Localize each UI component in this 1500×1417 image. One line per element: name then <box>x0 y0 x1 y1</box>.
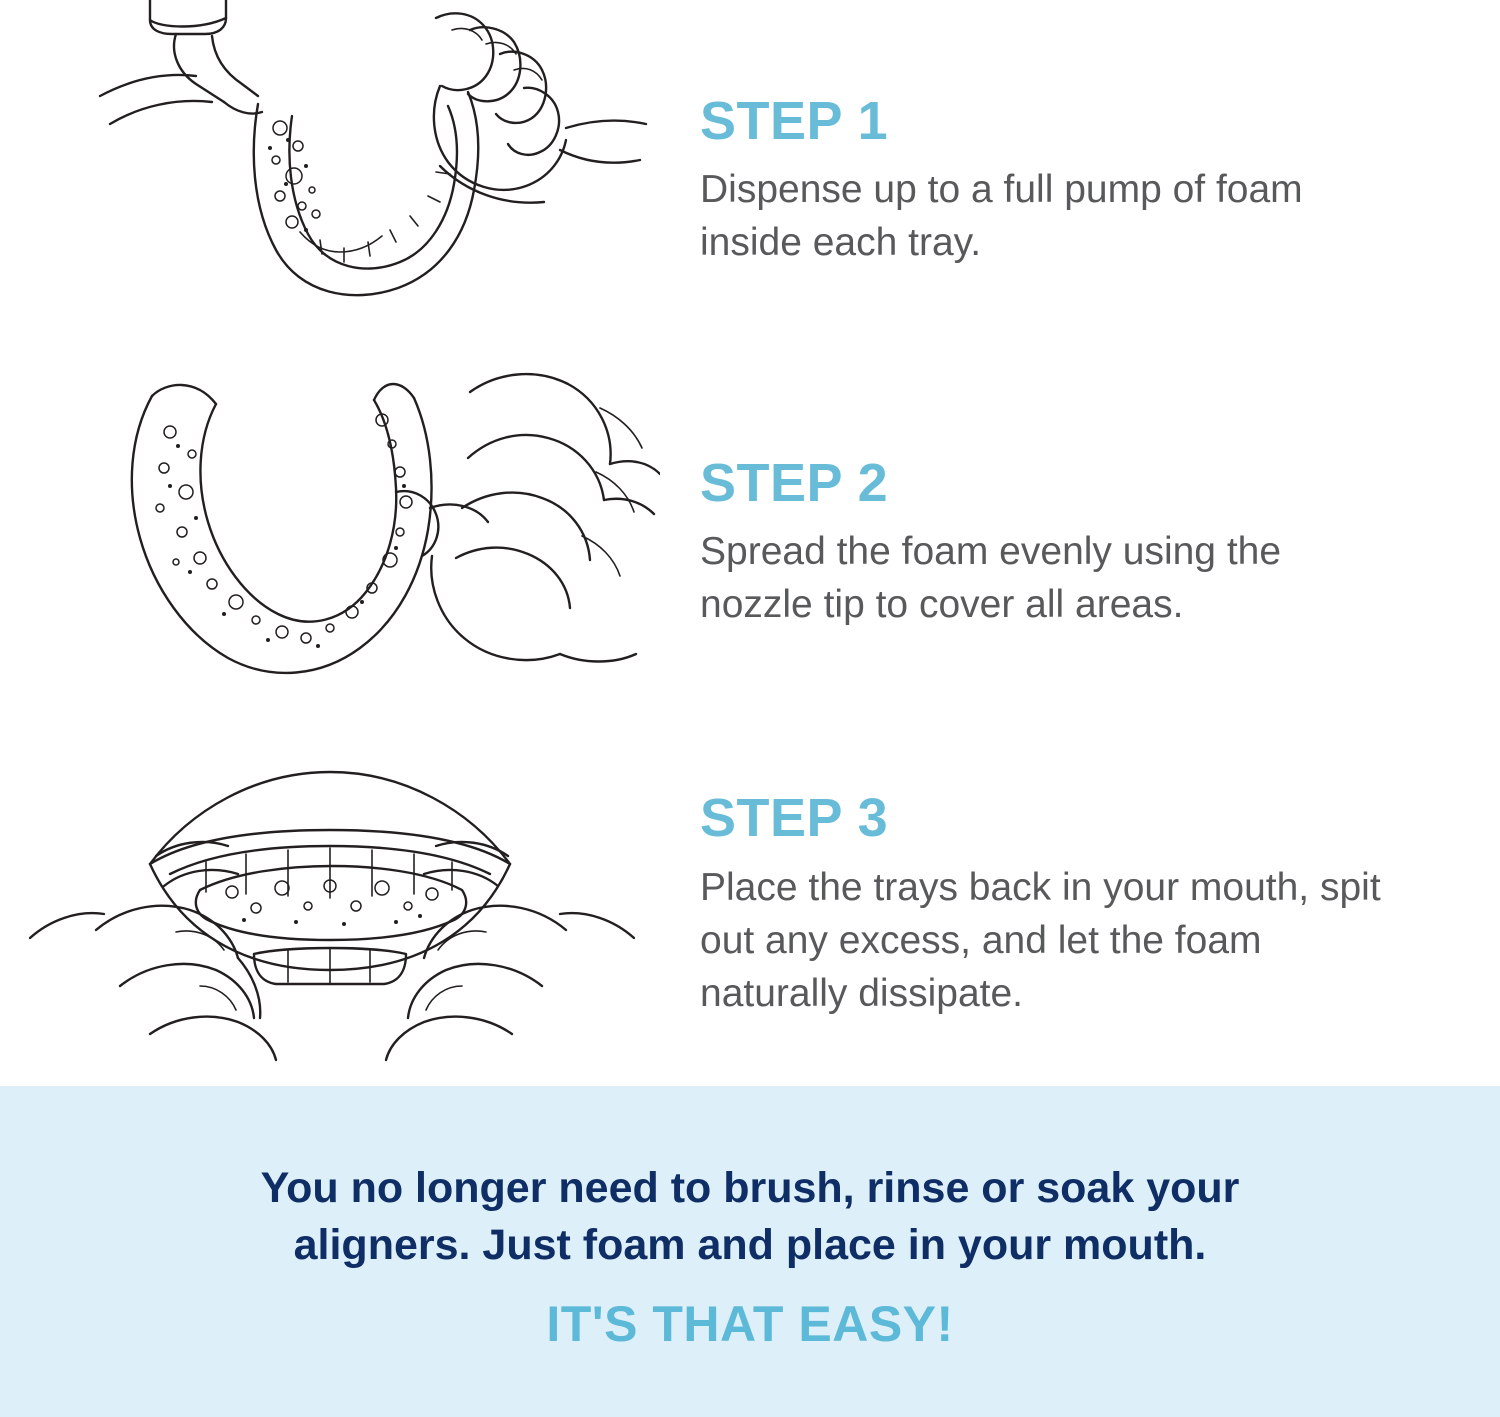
nozzle-spreading-foam-on-aligner-tray-illustration <box>0 362 660 724</box>
step-body-1: Dispense up to a full pump of foam inside each tray. <box>700 168 1303 265</box>
step-row-3 <box>0 724 1500 1086</box>
hand-dispensing-foam-into-aligner-tray-illustration <box>0 0 660 362</box>
banner-tagline: IT'S THAT EASY! <box>546 1296 954 1353</box>
step-row-1 <box>0 0 1500 362</box>
bottom-banner <box>0 1086 1500 1417</box>
banner-line-2: aligners. Just foam and place in your mouth. <box>293 1220 1207 1269</box>
step-text-3 <box>660 790 1500 1020</box>
step-text-2 <box>660 452 1500 632</box>
banner-line-1: You no longer need to brush, rinse or soak your <box>260 1163 1240 1212</box>
step-text-1 <box>660 90 1500 270</box>
step-body-2: Spread the foam evenly using the nozzle tip to cover all areas. <box>700 530 1282 627</box>
step-row-2 <box>0 362 1500 724</box>
step-title-1: STEP 1 <box>700 90 889 151</box>
step-title-3: STEP 3 <box>700 788 889 849</box>
step-title-2: STEP 2 <box>700 452 889 513</box>
step-body-3: Place the trays back in your mouth, spit out any excess, and let the foam naturally dissipate. <box>700 865 1381 1015</box>
placing-foamed-tray-into-mouth-illustration <box>0 724 660 1086</box>
